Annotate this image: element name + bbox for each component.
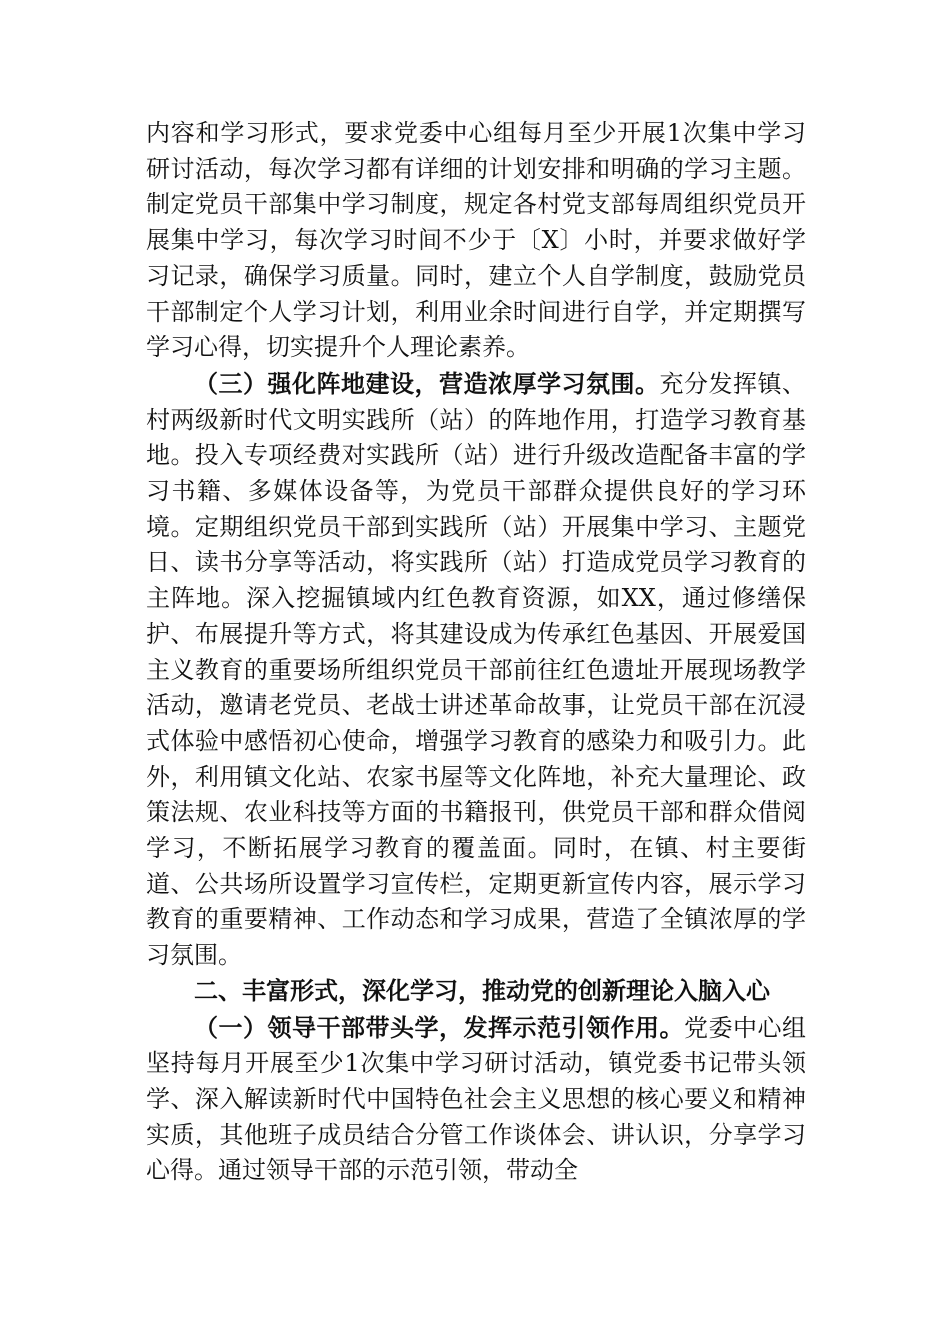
paragraph-text: 党委中心组坚持每月开展至少1次集中学习研讨活动，镇党委书记带头领学、深入解读新时代中国特色社会主义思想的核心要义和精神实质，其他班子成员结合分管工作谈体会、讲认识，分享学习心得。通过领导干部的示范引领，带动全 xyxy=(146,1013,806,1185)
paragraph-text: 内容和学习形式，要求党委中心组每月至少开展1次集中学习研讨活动，每次学习都有详细的计划安排和明确的学习主题。制定党员干部集中学习制度，规定各村党支部每周组织党员开展集中学习，每次学习时间不少于〔X〕小时，并要求做好学习记录，确保学习质量。同时，建立个人自学制度，鼓励党员干部制定个人学习计划，利用业余时间进行自学，并定期撰写学习心得，切实提升个人理论素养。 xyxy=(146,119,806,362)
paragraph-leaders-learn-first xyxy=(146,1010,806,1190)
paragraph-text: 充分发挥镇、村两级新时代文明实践所（站）的阵地作用，打造学习教育基地。投入专项经费对实践所（站）进行升级改造配备丰富的学习书籍、多媒体设备等，为党员干部群众提供良好的学习环境。定期组织党员干部到实践所（站）开展集中学习、主题党日、读书分享等活动，将实践所（站）打造成党员学习教育的主阵地。深入挖掘镇域内红色教育资源，如XX，通过修缮保护、布展提升等方式，将其建设成为传承红色基因、开展爱国主义教育的重要场所组织党员干部前往红色遗址开展现场教学活动，邀请老党员、老战士讲述革命故事，让党员干部在沉浸式体验中感悟初心使命，增强学习教育的感染力和吸引力。此外，利用镇文化站、农家书屋等文化阵地，补充大量理论、政策法规、农业科技等方面的书籍报刊，供党员干部和群众借阅学习，不断拓展学习教育的覆盖面。同时，在镇、村主要街道、公共场所设置学习宣传栏，定期更新宣传内容，展示学习教育的重要精神、工作动态和学习成果，营造了全镇浓厚的学习氛围。 xyxy=(146,369,806,970)
paragraph-lead-heading: （一）领导干部带头学，发挥示范引领作用。 xyxy=(194,1012,684,1042)
document-body xyxy=(146,116,806,1189)
paragraph-continued xyxy=(146,116,806,366)
paragraph-lead-heading: （三）强化阵地建设，营造浓厚学习氛围。 xyxy=(194,368,660,398)
paragraph-strengthen-positions xyxy=(146,366,806,974)
section-heading: 二、丰富形式，深化学习，推动党的创新理论入脑入心 xyxy=(194,976,770,1005)
